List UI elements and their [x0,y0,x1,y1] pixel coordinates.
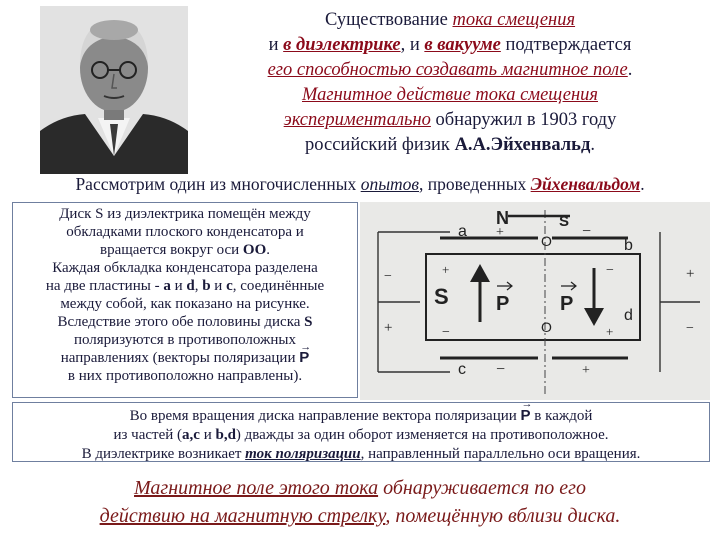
charge-minus: − [442,325,450,340]
label-a: a [458,223,467,240]
capacitor-disk-diagram [360,202,710,400]
charge-minus: − [582,223,592,240]
charge-plus: + [606,324,614,339]
charge-plus: + [442,262,450,277]
terminal-minus: − [686,321,694,336]
label-S-disk: S [434,284,449,309]
header-text: Существование тока смещения и в диэлектрике, и в вакууме подтверждается его способностью создавать магнитное поле. Магнитное действие тока смещения экспериментально обнаружил в 1903 году российский физик А.А.Эйхенвальд. [267,10,633,155]
label-c: c [458,361,466,378]
terminal-plus: + [686,266,695,282]
label-O-bottom: O [541,319,552,335]
label-d: d [624,307,633,324]
experiment-description: Диск S из диэлектрика помещён между обкладками плоского конденсатора и вращается вокруг оси OO. Каждая обкладка конденсатора разделена на две пластины - a и d, b и c, соединённые между собой, как показано на рисунке. Вследствие этого обе половины диска S поляризуются в противоположных направлениях (векторы поляризации → P в них противоположно направлены). [12,202,358,398]
label-b: b [624,237,633,254]
polarization-vector-symbol: → P [521,406,531,425]
terminal-plus: + [384,320,393,336]
charge-plus: + [496,225,504,240]
charge-minus: − [496,361,506,378]
conclusion: Магнитное поле этого тока обнаруживается по его действию на магнитную стрелку, помещённую вблизи диска. [99,477,621,527]
portrait-photo [40,6,188,174]
terminal-minus: − [384,269,392,284]
label-S-needle: S [559,213,570,230]
label-O-top: O [541,233,552,249]
rotation-explanation: Во время вращения диска направление вектора поляризации → P в каждой из частей (a,c и b,d) дважды за один оборот изменяется на противоположное. В диэлектрике возникает ток поляризации, направленный параллельно оси вращения. [12,402,710,462]
label-P-right: P [560,293,574,315]
polarization-vector-symbol: → P [299,349,309,367]
label-N: N [496,208,509,228]
label-P-left: P [496,293,510,315]
intro-line: Рассмотрим один из многочисленных опытов, проведенных Эйхенвальдом. [75,174,645,194]
charge-minus: − [606,263,614,278]
charge-plus: + [582,363,590,378]
